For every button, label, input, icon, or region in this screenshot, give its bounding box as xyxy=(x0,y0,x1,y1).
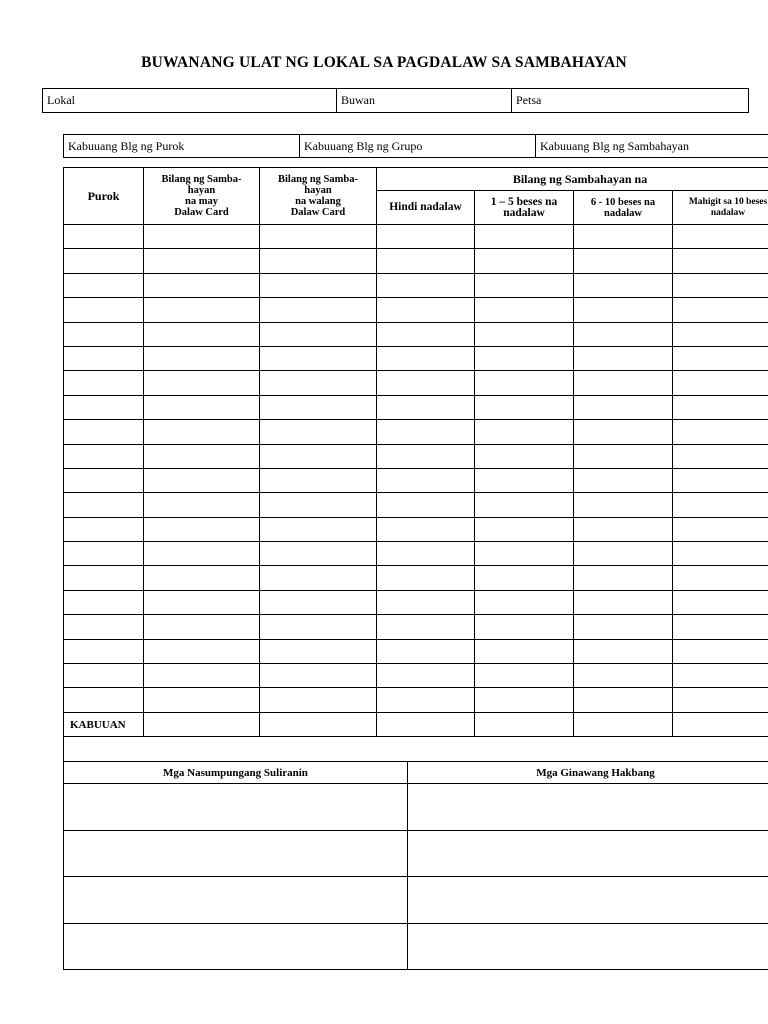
action-cell[interactable] xyxy=(408,923,768,970)
table-cell[interactable] xyxy=(260,273,377,297)
table-cell[interactable] xyxy=(475,566,574,590)
table-cell[interactable] xyxy=(377,395,475,419)
table-cell[interactable] xyxy=(574,395,673,419)
table-cell[interactable] xyxy=(574,249,673,273)
table-cell[interactable] xyxy=(64,566,144,590)
table-cell[interactable] xyxy=(260,225,377,249)
table-cell[interactable] xyxy=(475,444,574,468)
table-cell[interactable] xyxy=(475,225,574,249)
table-row xyxy=(64,371,768,395)
problem-cell[interactable] xyxy=(64,923,408,970)
table-cell[interactable] xyxy=(144,225,260,249)
table-cell[interactable] xyxy=(574,664,673,688)
actions-header: Mga Ginawang Hakbang xyxy=(408,762,768,784)
table-cell[interactable] xyxy=(377,493,475,517)
table-row xyxy=(64,249,768,273)
table-cell[interactable] xyxy=(574,322,673,346)
problem-cell[interactable] xyxy=(64,877,408,924)
table-cell[interactable] xyxy=(475,395,574,419)
table-cell[interactable] xyxy=(574,517,673,541)
table-cell[interactable] xyxy=(377,688,475,712)
table-cell[interactable] xyxy=(673,517,768,541)
buwan-label: Buwan xyxy=(341,93,375,107)
total-cell[interactable] xyxy=(144,712,260,736)
table-cell[interactable] xyxy=(64,615,144,639)
table-cell[interactable] xyxy=(673,420,768,444)
visit-table xyxy=(63,167,768,737)
table-cell[interactable] xyxy=(260,420,377,444)
table-cell[interactable] xyxy=(260,468,377,492)
table-cell[interactable] xyxy=(64,590,144,614)
table-cell[interactable] xyxy=(574,566,673,590)
table-cell[interactable] xyxy=(260,249,377,273)
table-row xyxy=(64,420,768,444)
table-cell[interactable] xyxy=(475,371,574,395)
table-cell[interactable] xyxy=(144,322,260,346)
table-cell[interactable] xyxy=(64,298,144,322)
table-cell[interactable] xyxy=(673,298,768,322)
table-cell[interactable] xyxy=(673,493,768,517)
table-cell[interactable] xyxy=(377,542,475,566)
total-label: KABUUAN xyxy=(64,712,144,736)
table-cell[interactable] xyxy=(673,639,768,663)
table-row xyxy=(64,225,768,249)
table-cell[interactable] xyxy=(574,420,673,444)
col-6-10-header: 6 - 10 beses na nadalaw xyxy=(574,191,673,225)
table-cell[interactable] xyxy=(260,639,377,663)
table-row xyxy=(64,346,768,370)
notes-row xyxy=(64,784,768,831)
table-row xyxy=(64,688,768,712)
table-cell[interactable] xyxy=(574,688,673,712)
header-fields xyxy=(42,88,749,113)
table-cell[interactable] xyxy=(144,420,260,444)
table-cell[interactable] xyxy=(475,688,574,712)
table-cell[interactable] xyxy=(475,420,574,444)
table-cell[interactable] xyxy=(475,590,574,614)
notes-table xyxy=(63,761,768,970)
table-cell[interactable] xyxy=(574,346,673,370)
petsa-field[interactable] xyxy=(512,89,748,112)
table-cell[interactable] xyxy=(475,542,574,566)
spacer-band xyxy=(63,736,768,762)
table-cell[interactable] xyxy=(574,273,673,297)
table-cell[interactable] xyxy=(260,517,377,541)
table-cell[interactable] xyxy=(574,298,673,322)
table-cell[interactable] xyxy=(377,664,475,688)
total-row xyxy=(64,712,768,736)
col-with-card-header: Bilang ng Samba- hayan na may Dalaw Card xyxy=(144,168,260,225)
petsa-label: Petsa xyxy=(516,93,542,107)
table-cell[interactable] xyxy=(377,420,475,444)
table-cell[interactable] xyxy=(260,688,377,712)
problem-cell[interactable] xyxy=(64,784,408,831)
table-cell[interactable] xyxy=(260,371,377,395)
table-cell[interactable] xyxy=(144,664,260,688)
table-cell[interactable] xyxy=(144,346,260,370)
table-cell[interactable] xyxy=(64,688,144,712)
problems-header: Mga Nasumpungang Suliranin xyxy=(64,762,408,784)
table-cell[interactable] xyxy=(377,322,475,346)
col-1-5-header: 1 – 5 beses na nadalaw xyxy=(475,191,574,225)
table-cell[interactable] xyxy=(475,298,574,322)
table-cell[interactable] xyxy=(475,493,574,517)
total-cell[interactable] xyxy=(377,712,475,736)
table-cell[interactable] xyxy=(260,346,377,370)
action-cell[interactable] xyxy=(408,784,768,831)
table-cell[interactable] xyxy=(144,273,260,297)
table-cell[interactable] xyxy=(377,590,475,614)
table-cell[interactable] xyxy=(673,371,768,395)
table-cell[interactable] xyxy=(475,249,574,273)
table-cell[interactable] xyxy=(475,517,574,541)
table-cell[interactable] xyxy=(377,371,475,395)
table-cell[interactable] xyxy=(475,664,574,688)
purok-total-label: Kabuuang Blg ng Purok xyxy=(68,139,185,153)
table-cell[interactable] xyxy=(377,249,475,273)
table-cell[interactable] xyxy=(64,225,144,249)
total-cell[interactable] xyxy=(260,712,377,736)
table-row xyxy=(64,590,768,614)
table-cell[interactable] xyxy=(673,664,768,688)
lokal-label: Lokal xyxy=(47,93,75,107)
table-cell[interactable] xyxy=(673,395,768,419)
sambahayan-total-field[interactable] xyxy=(536,135,768,157)
table-cell[interactable] xyxy=(144,590,260,614)
table-cell[interactable] xyxy=(377,517,475,541)
table-cell[interactable] xyxy=(377,615,475,639)
table-cell[interactable] xyxy=(64,346,144,370)
col-without-card-header: Bilang ng Samba- hayan na walang Dalaw Card xyxy=(260,168,377,225)
table-cell[interactable] xyxy=(673,444,768,468)
table-cell[interactable] xyxy=(144,639,260,663)
notes-row xyxy=(64,877,768,924)
table-cell[interactable] xyxy=(377,444,475,468)
total-cell[interactable] xyxy=(673,712,768,736)
table-cell[interactable] xyxy=(144,395,260,419)
buwan-field[interactable] xyxy=(337,89,512,112)
table-cell[interactable] xyxy=(377,346,475,370)
table-cell[interactable] xyxy=(574,468,673,492)
total-cell[interactable] xyxy=(574,712,673,736)
lokal-field[interactable] xyxy=(43,89,337,112)
table-cell[interactable] xyxy=(574,590,673,614)
table-cell[interactable] xyxy=(144,468,260,492)
table-row xyxy=(64,664,768,688)
form-title: BUWANANG ULAT NG LOKAL SA PAGDALAW SA SAMBAHAYAN xyxy=(141,54,627,71)
table-cell[interactable] xyxy=(144,444,260,468)
notes-row xyxy=(64,830,768,877)
table-cell[interactable] xyxy=(377,566,475,590)
table-cell[interactable] xyxy=(260,664,377,688)
table-row xyxy=(64,639,768,663)
col-purok-header: Purok xyxy=(64,168,144,225)
table-cell[interactable] xyxy=(64,371,144,395)
table-cell[interactable] xyxy=(64,542,144,566)
table-cell[interactable] xyxy=(64,420,144,444)
action-cell[interactable] xyxy=(408,877,768,924)
table-cell[interactable] xyxy=(673,249,768,273)
table-cell[interactable] xyxy=(144,542,260,566)
table-cell[interactable] xyxy=(260,444,377,468)
table-row xyxy=(64,542,768,566)
table-row xyxy=(64,468,768,492)
table-row xyxy=(64,493,768,517)
problem-cell[interactable] xyxy=(64,830,408,877)
col-not-visited-header: Hindi nadalaw xyxy=(377,191,475,225)
table-cell[interactable] xyxy=(64,517,144,541)
table-cell[interactable] xyxy=(260,298,377,322)
table-cell[interactable] xyxy=(144,566,260,590)
table-cell[interactable] xyxy=(574,615,673,639)
table-cell[interactable] xyxy=(673,615,768,639)
total-cell[interactable] xyxy=(475,712,574,736)
table-cell[interactable] xyxy=(377,298,475,322)
table-cell[interactable] xyxy=(574,542,673,566)
table-cell[interactable] xyxy=(673,322,768,346)
action-cell[interactable] xyxy=(408,830,768,877)
table-cell[interactable] xyxy=(377,468,475,492)
table-cell[interactable] xyxy=(260,395,377,419)
grupo-total-field[interactable] xyxy=(300,135,536,157)
table-cell[interactable] xyxy=(144,371,260,395)
table-cell[interactable] xyxy=(377,273,475,297)
table-cell[interactable] xyxy=(673,688,768,712)
purok-total-field[interactable] xyxy=(64,135,300,157)
table-row xyxy=(64,273,768,297)
table-cell[interactable] xyxy=(673,346,768,370)
table-cell[interactable] xyxy=(64,664,144,688)
table-cell[interactable] xyxy=(144,517,260,541)
table-cell[interactable] xyxy=(260,542,377,566)
table-cell[interactable] xyxy=(144,615,260,639)
table-row xyxy=(64,444,768,468)
table-cell[interactable] xyxy=(673,566,768,590)
table-cell[interactable] xyxy=(574,444,673,468)
table-cell[interactable] xyxy=(260,493,377,517)
table-cell[interactable] xyxy=(144,249,260,273)
table-cell[interactable] xyxy=(673,542,768,566)
table-cell[interactable] xyxy=(673,273,768,297)
table-row xyxy=(64,517,768,541)
table-cell[interactable] xyxy=(64,444,144,468)
table-cell[interactable] xyxy=(475,322,574,346)
table-cell[interactable] xyxy=(673,225,768,249)
table-cell[interactable] xyxy=(574,371,673,395)
summary-fields xyxy=(63,134,768,158)
table-cell[interactable] xyxy=(144,688,260,712)
table-cell[interactable] xyxy=(64,273,144,297)
table-cell[interactable] xyxy=(64,249,144,273)
table-cell[interactable] xyxy=(64,639,144,663)
table-cell[interactable] xyxy=(673,468,768,492)
table-cell[interactable] xyxy=(64,468,144,492)
notes-row xyxy=(64,923,768,970)
table-cell[interactable] xyxy=(673,590,768,614)
table-row xyxy=(64,322,768,346)
table-cell[interactable] xyxy=(574,639,673,663)
table-cell[interactable] xyxy=(144,298,260,322)
table-cell[interactable] xyxy=(260,615,377,639)
table-cell[interactable] xyxy=(64,322,144,346)
table-cell[interactable] xyxy=(574,225,673,249)
table-cell[interactable] xyxy=(475,346,574,370)
table-row xyxy=(64,298,768,322)
col-over-10-header: Mahigit sa 10 beses nadalaw xyxy=(673,191,768,225)
table-cell[interactable] xyxy=(260,322,377,346)
table-cell[interactable] xyxy=(260,590,377,614)
sambahayan-total-label: Kabuuang Blg ng Sambahayan xyxy=(540,139,689,153)
group-header: Bilang ng Sambahayan na xyxy=(377,168,768,191)
table-cell[interactable] xyxy=(475,273,574,297)
table-cell[interactable] xyxy=(574,493,673,517)
table-cell[interactable] xyxy=(475,639,574,663)
table-cell[interactable] xyxy=(475,468,574,492)
table-cell[interactable] xyxy=(144,493,260,517)
table-row xyxy=(64,395,768,419)
table-cell[interactable] xyxy=(377,225,475,249)
table-cell[interactable] xyxy=(377,639,475,663)
table-row xyxy=(64,566,768,590)
table-row xyxy=(64,615,768,639)
table-cell[interactable] xyxy=(64,493,144,517)
table-cell[interactable] xyxy=(475,615,574,639)
grupo-total-label: Kabuuang Blg ng Grupo xyxy=(304,139,423,153)
table-cell[interactable] xyxy=(260,566,377,590)
table-cell[interactable] xyxy=(64,395,144,419)
